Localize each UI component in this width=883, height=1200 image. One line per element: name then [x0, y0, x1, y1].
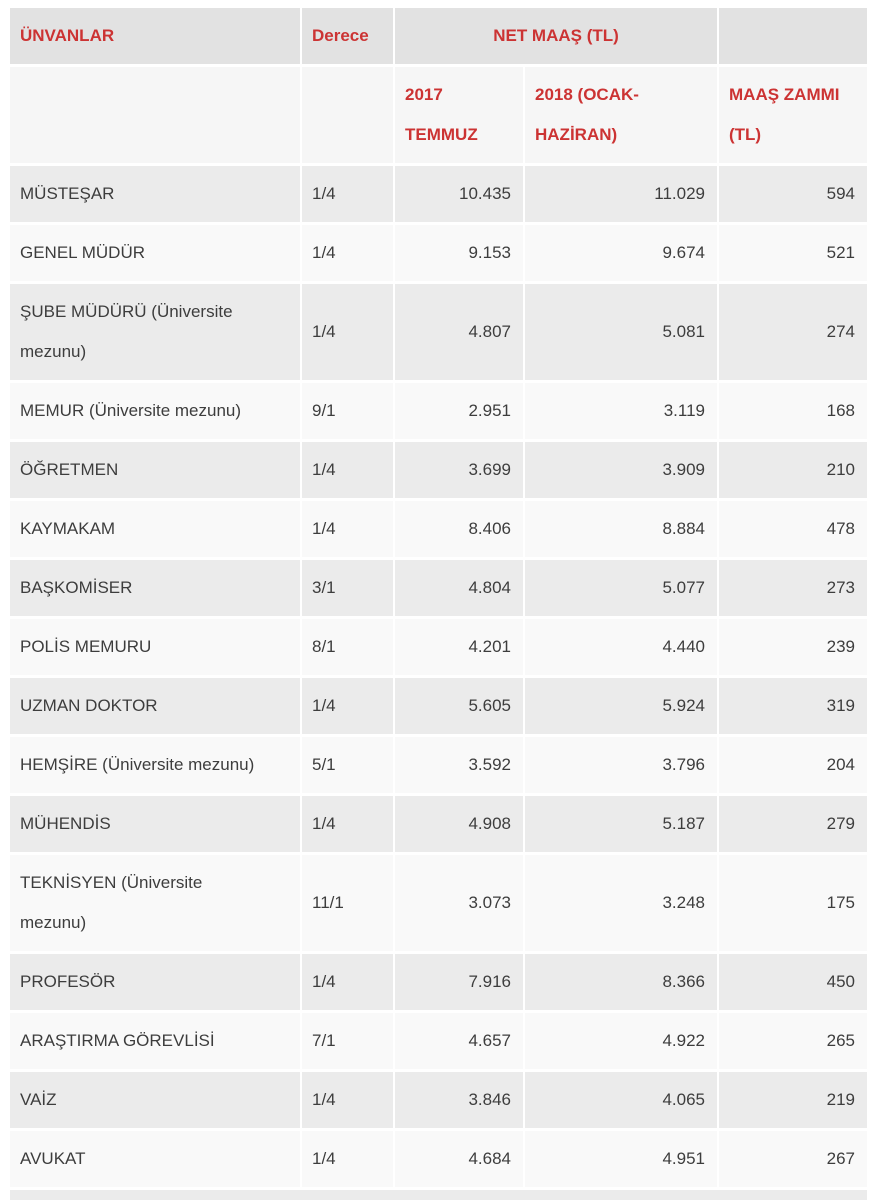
table-footer [10, 1187, 867, 1200]
header-cell-2018-ocak-haziran: 2018 (OCAK-HAZİRAN) [523, 64, 717, 163]
row-salary-2018: 5.077 [523, 557, 717, 616]
row-raise: 273 [717, 557, 867, 616]
row-title: ÖĞRETMEN [10, 439, 300, 498]
row-title: TEKNİSYEN (Üniversite mezunu) [10, 852, 300, 951]
row-salary-2018: 8.366 [523, 951, 717, 1010]
row-salary-2017: 9.153 [393, 222, 523, 281]
row-salary-2018: 4.922 [523, 1010, 717, 1069]
row-salary-2017: 8.406 [393, 498, 523, 557]
row-salary-2017: 3.592 [393, 734, 523, 793]
row-salary-2017: 3.846 [393, 1069, 523, 1128]
row-salary-2017: 5.605 [393, 675, 523, 734]
row-salary-2018: 3.796 [523, 734, 717, 793]
row-degree: 7/1 [300, 1010, 393, 1069]
row-salary-2018: 5.081 [523, 281, 717, 380]
row-salary-2017: 7.916 [393, 951, 523, 1010]
table-row [10, 1010, 867, 1069]
row-title: BAŞKOMİSER [10, 557, 300, 616]
row-raise: 319 [717, 675, 867, 734]
row-raise: 274 [717, 281, 867, 380]
row-salary-2017: 4.201 [393, 616, 523, 675]
row-salary-2018: 9.674 [523, 222, 717, 281]
row-raise: 168 [717, 380, 867, 439]
row-degree: 1/4 [300, 163, 393, 222]
row-raise: 478 [717, 498, 867, 557]
row-salary-2018: 8.884 [523, 498, 717, 557]
row-raise: 175 [717, 852, 867, 951]
row-salary-2018: 3.909 [523, 439, 717, 498]
row-salary-2017: 4.657 [393, 1010, 523, 1069]
row-title: UZMAN DOKTOR [10, 675, 300, 734]
row-raise: 450 [717, 951, 867, 1010]
row-raise: 219 [717, 1069, 867, 1128]
row-salary-2017: 10.435 [393, 163, 523, 222]
row-salary-2018: 4.065 [523, 1069, 717, 1128]
row-degree: 8/1 [300, 616, 393, 675]
row-degree: 1/4 [300, 222, 393, 281]
table-row [10, 1128, 867, 1187]
row-title: VAİZ [10, 1069, 300, 1128]
row-salary-2018: 4.440 [523, 616, 717, 675]
row-salary-2018: 5.924 [523, 675, 717, 734]
header-cell-spacer [717, 8, 867, 64]
row-raise: 210 [717, 439, 867, 498]
table-row [10, 557, 867, 616]
header-row-columns [10, 64, 867, 163]
row-salary-2018: 4.951 [523, 1128, 717, 1187]
table-row [10, 616, 867, 675]
table-row [10, 498, 867, 557]
table-row [10, 734, 867, 793]
table-row [10, 281, 867, 380]
row-degree: 5/1 [300, 734, 393, 793]
row-degree: 1/4 [300, 1069, 393, 1128]
row-degree: 1/4 [300, 793, 393, 852]
row-salary-2017: 2.951 [393, 380, 523, 439]
row-salary-2017: 3.073 [393, 852, 523, 951]
row-degree: 1/4 [300, 1128, 393, 1187]
row-title: MÜHENDİS [10, 793, 300, 852]
row-salary-2018: 11.029 [523, 163, 717, 222]
table-row [10, 1069, 867, 1128]
table-row [10, 852, 867, 951]
row-salary-2018: 3.119 [523, 380, 717, 439]
row-salary-2017: 4.804 [393, 557, 523, 616]
partial-row [10, 1187, 867, 1200]
header-cell-unvanlar: ÜNVANLAR [10, 8, 300, 64]
row-degree: 1/4 [300, 498, 393, 557]
row-raise: 265 [717, 1010, 867, 1069]
row-salary-2017: 3.699 [393, 439, 523, 498]
partial-row-cell [10, 1187, 867, 1200]
row-title: PROFESÖR [10, 951, 300, 1010]
table-row [10, 380, 867, 439]
row-raise: 279 [717, 793, 867, 852]
table-body [10, 163, 867, 1187]
row-salary-2017: 4.684 [393, 1128, 523, 1187]
header-cell-derece: Derece [300, 8, 393, 64]
row-degree: 9/1 [300, 380, 393, 439]
row-degree: 1/4 [300, 951, 393, 1010]
row-raise: 521 [717, 222, 867, 281]
table-row [10, 675, 867, 734]
row-title: MEMUR (Üniversite mezunu) [10, 380, 300, 439]
table-row [10, 793, 867, 852]
salary-table [10, 8, 867, 1200]
row-salary-2017: 4.908 [393, 793, 523, 852]
row-salary-2018: 3.248 [523, 852, 717, 951]
header-cell-maas-zammi: MAAŞ ZAMMI (TL) [717, 64, 867, 163]
row-salary-2018: 5.187 [523, 793, 717, 852]
header-cell-empty-2 [300, 64, 393, 163]
row-salary-2017: 4.807 [393, 281, 523, 380]
row-degree: 11/1 [300, 852, 393, 951]
table-row [10, 163, 867, 222]
row-title: KAYMAKAM [10, 498, 300, 557]
row-raise: 594 [717, 163, 867, 222]
table-row [10, 439, 867, 498]
row-title: HEMŞİRE (Üniversite mezunu) [10, 734, 300, 793]
row-title: ŞUBE MÜDÜRÜ (Üniversite mezunu) [10, 281, 300, 380]
row-title: POLİS MEMURU [10, 616, 300, 675]
header-cell-net-maas: NET MAAŞ (TL) [393, 8, 717, 64]
row-degree: 1/4 [300, 281, 393, 380]
row-raise: 267 [717, 1128, 867, 1187]
row-raise: 204 [717, 734, 867, 793]
row-title: ARAŞTIRMA GÖREVLİSİ [10, 1010, 300, 1069]
header-cell-empty-1 [10, 64, 300, 163]
row-degree: 1/4 [300, 675, 393, 734]
table-row [10, 222, 867, 281]
row-title: GENEL MÜDÜR [10, 222, 300, 281]
table-row [10, 951, 867, 1010]
row-degree: 1/4 [300, 439, 393, 498]
row-title: AVUKAT [10, 1128, 300, 1187]
table-header [10, 8, 867, 163]
row-title: MÜSTEŞAR [10, 163, 300, 222]
header-row-groups [10, 8, 867, 64]
row-raise: 239 [717, 616, 867, 675]
row-degree: 3/1 [300, 557, 393, 616]
header-cell-2017-temmuz: 2017 TEMMUZ [393, 64, 523, 163]
